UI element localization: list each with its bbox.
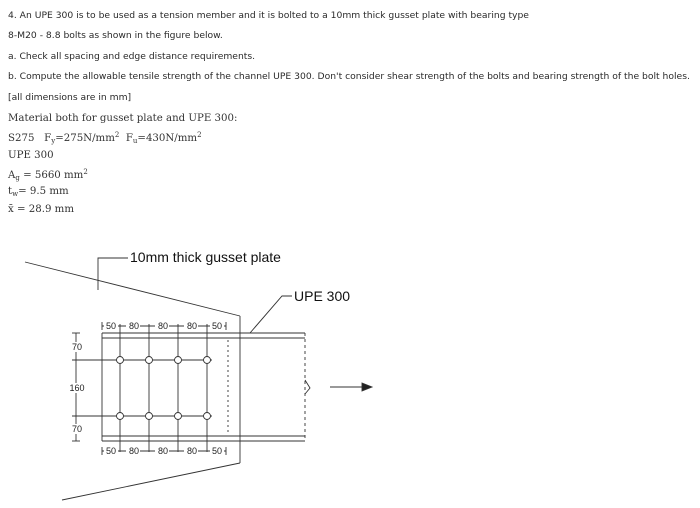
bottom-dim-3: 80 [157, 446, 169, 456]
bolt-top-3 [175, 357, 182, 364]
left-dim-3: 70 [71, 424, 83, 434]
gusset-label: 10mm thick gusset plate [130, 249, 281, 265]
bolt-bottom-4 [204, 413, 211, 420]
top-dim-2: 80 [128, 321, 140, 331]
question-part-b: b. Compute the allowable tensile strength of the channel UPE 300. Don't consider shear strength of the bolts and bearing strength of the bolt holes. [8, 71, 690, 82]
upe-label: UPE 300 [294, 288, 351, 304]
section-mark [305, 380, 310, 394]
bolt-top-4 [204, 357, 211, 364]
question-line-1: 4. An UPE 300 is to be used as a tension member and it is bolted to a 10mm thick gusset plate with bearing type [8, 10, 529, 21]
left-dimensions [67, 342, 87, 434]
gusset-leader [98, 258, 128, 290]
bolt-top-2 [146, 357, 153, 364]
material-heading: Material both for gusset plate and UPE 300: [8, 113, 238, 124]
bottom-dim-5: 50 [211, 446, 223, 456]
top-dim-5: 50 [211, 321, 223, 331]
gross-area: $A_g = 5660$ $mm^2$ [8, 168, 88, 182]
web-thickness: $t_w= 9.5$ mm [8, 186, 69, 198]
top-dim-1: 50 [105, 321, 117, 331]
left-dim-1: 70 [71, 342, 83, 352]
units-note: [all dimensions are in mm] [8, 92, 132, 103]
left-dim-2: 160 [69, 383, 85, 393]
top-dim-3: 80 [157, 321, 169, 331]
bolt-bottom-3 [175, 413, 182, 420]
bolt-bottom-1 [117, 413, 124, 420]
centroid-distance: x̄ = 28.9 mm [8, 204, 75, 215]
top-dim-4: 80 [186, 321, 198, 331]
upe-leader [250, 296, 292, 333]
section-name: UPE 300 [8, 150, 54, 161]
gusset-top-edge [25, 262, 240, 316]
bottom-dim-2: 80 [128, 446, 140, 456]
gusset-bottom-edge [62, 463, 240, 500]
bottom-dim-4: 80 [186, 446, 198, 456]
bolt-bottom-2 [146, 413, 153, 420]
steel-grade: S275 [8, 133, 35, 144]
question-line-2: 8-M20 - 8.8 bolts as shown in the figure below. [8, 30, 223, 41]
fy-value: $F_y=275N/mm^2$ [44, 131, 120, 145]
tension-arrow-head [362, 383, 372, 391]
bolt-top-1 [117, 357, 124, 364]
question-part-a: a. Check all spacing and edge distance requirements. [8, 51, 256, 62]
bottom-dim-1: 50 [105, 446, 117, 456]
fu-value: $F_u=430N/mm^2$ [125, 131, 202, 145]
